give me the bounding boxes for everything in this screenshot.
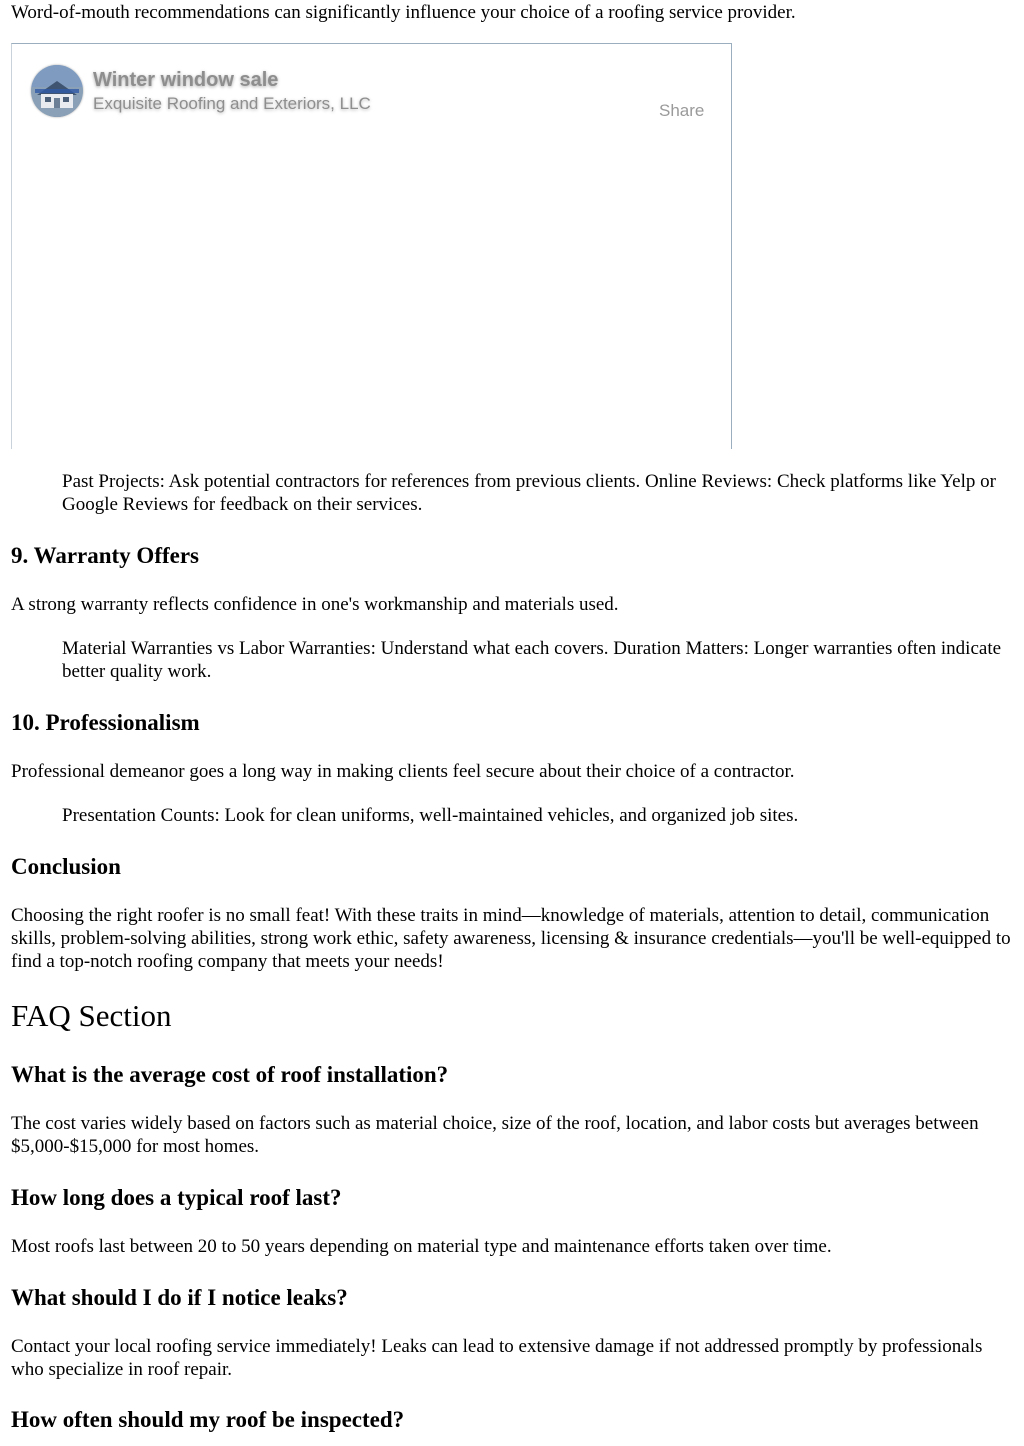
- faq-answer: Most roofs last between 20 to 50 years depending on material type and maintenance efforts taken over time.: [11, 1236, 832, 1257]
- faq-heading: FAQ Section: [11, 998, 172, 1033]
- house-roof-logo-icon[interactable]: [31, 65, 83, 117]
- video-header: [12, 44, 731, 136]
- share-button[interactable]: Share: [659, 101, 705, 120]
- intro-paragraph: Word-of-mouth recommendations can significantly influence your choice of a roofing service provider.: [11, 2, 796, 23]
- warranty-heading: 9. Warranty Offers: [11, 543, 200, 568]
- warranty-paragraph: A strong warranty reflects confidence in one's workmanship and materials used.: [11, 594, 619, 615]
- professionalism-list: Presentation Counts: Look for clean uniforms, well-maintained vehicles, and organized job sites.: [62, 805, 799, 826]
- professionalism-heading: 10. Professionalism: [11, 710, 200, 735]
- video-embed[interactable]: [11, 43, 732, 449]
- professionalism-paragraph: Professional demeanor goes a long way in making clients feel secure about their choice of a contractor.: [11, 761, 795, 782]
- faq-question: How often should my roof be inspected?: [11, 1407, 405, 1432]
- faq-answer: Contact your local roofing service immediately! Leaks can lead to extensive damage if not addressed promptly by professionals who specialize in roof repair.: [11, 1336, 983, 1380]
- reputation-list: Past Projects: Ask potential contractors for references from previous clients. Online Reviews: Check platforms like Yelp or Google Reviews for feedback on their services.: [62, 471, 996, 515]
- conclusion-heading: Conclusion: [11, 854, 121, 879]
- conclusion-paragraph: Choosing the right roofer is no small feat! With these traits in mind—knowledge of materials, attention to detail, communication skills, problem-solving abilities, strong work ethic, safety awareness, licensing & insurance credentials—you'll be well-equipped to find a top-notch roofing company that meets your needs!: [11, 905, 1011, 972]
- faq-question: What should I do if I notice leaks?: [11, 1285, 348, 1310]
- video-title[interactable]: Winter window sale: [93, 69, 279, 91]
- channel-name[interactable]: Exquisite Roofing and Exteriors, LLC: [93, 94, 371, 113]
- faq-question: How long does a typical roof last?: [11, 1185, 342, 1210]
- warranty-list: Material Warranties vs Labor Warranties: Understand what each covers. Duration Matters: Longer warranties often indicate better quality work.: [62, 638, 1002, 682]
- faq-question: What is the average cost of roof installation?: [11, 1062, 449, 1087]
- faq-answer: The cost varies widely based on factors such as material choice, size of the roof, location, and labor costs but averages between $5,000-$15,000 for most homes.: [11, 1113, 979, 1157]
